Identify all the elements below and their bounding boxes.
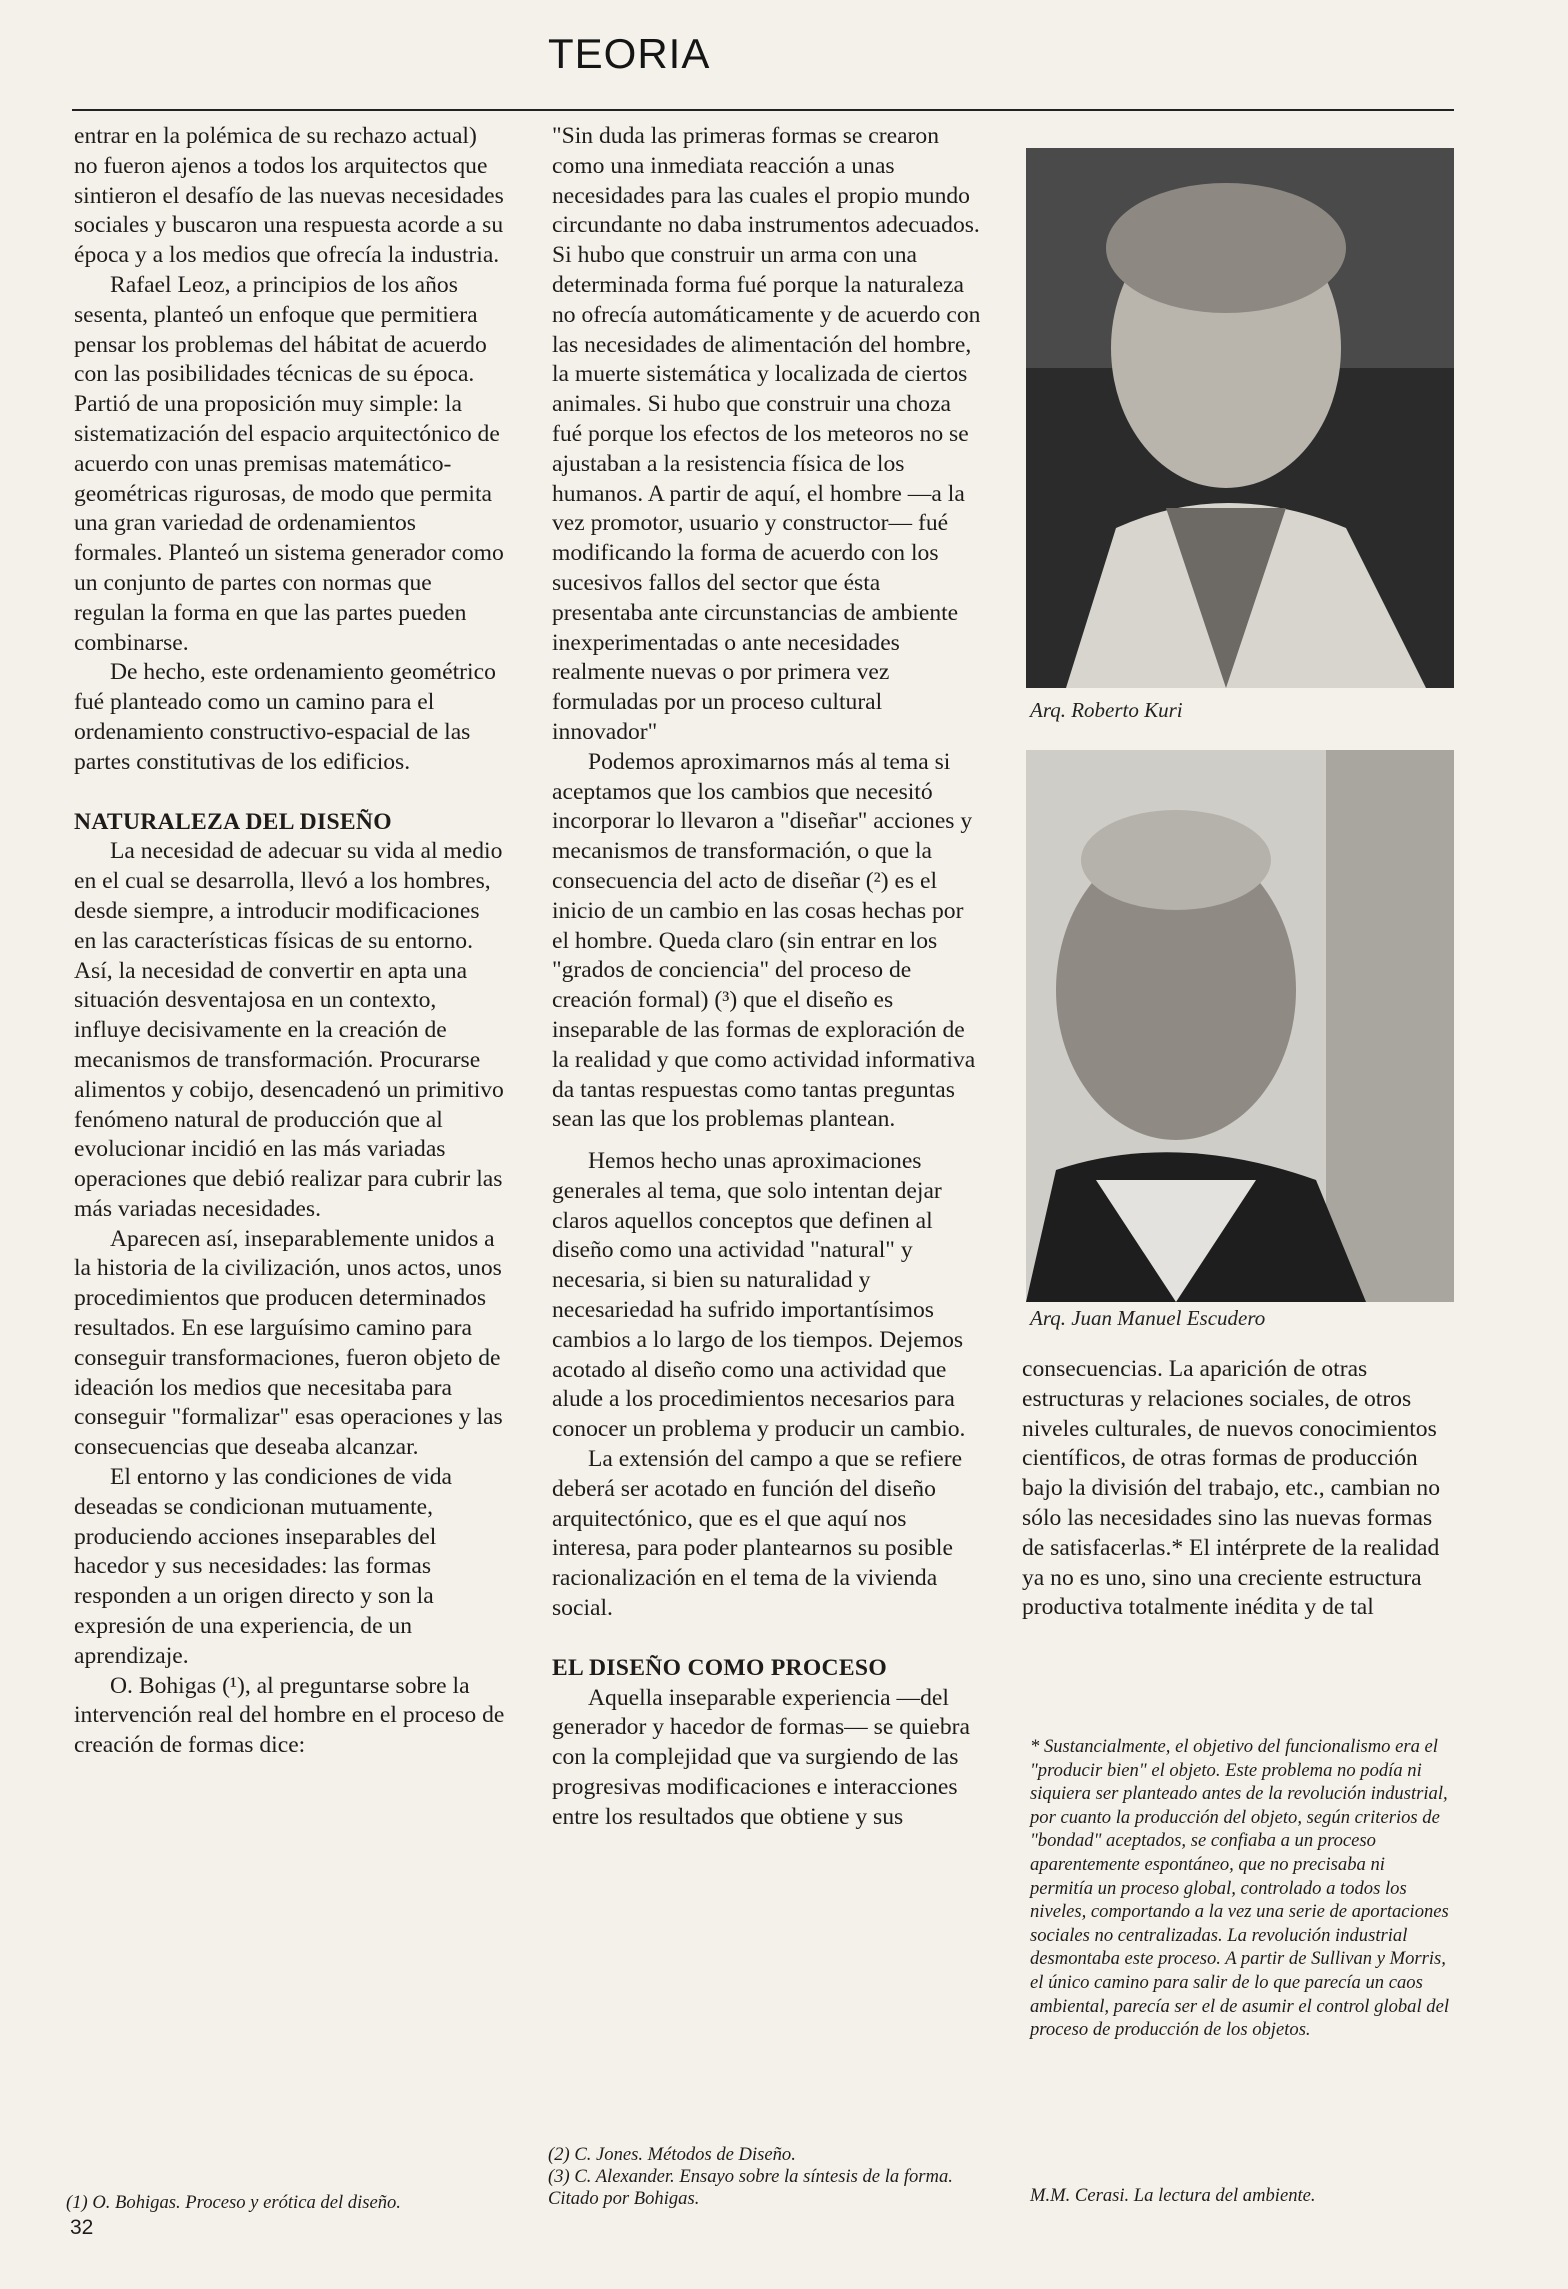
paragraph: entrar en la polémica de su rechazo actual) no fueron ajenos a todos los arquitectos que sintieron el desafío de las nuevas necesidades sociales y buscaron una respuesta acorde a su época y a los medios que ofrecía la industria. bbox=[74, 123, 504, 269]
portrait-image bbox=[1026, 750, 1454, 1302]
photo-caption: Arq. Juan Manuel Escudero bbox=[1030, 1306, 1266, 1330]
quote-paragraph: "Sin duda las primeras formas se crearon como una inmediata reacción a unas necesidades para las cuales el propio mundo circundante no daba instrumentos adecuados. Si hubo que construir un arma con una determinada forma fué porque la naturaleza no ofrecía automáticamente y de acuerdo con las necesidades de alimentación del hombre, la muerte sistemática y localizada de ciertos animales. Si hubo que construir una choza fué porque los efectos de los meteoros no se ajustaban a la resistencia física de los humanos. A partir de aquí, el hombre —a la vez promotor, usuario y constructor— fué modificando la forma de acuerdo con los sucesivos fallos del sector que ésta presentaba ante circunstancias de ambiente inexperimentadas o ante necesidades realmente nuevas o por primera vez formuladas por un proceso cultural innovador" bbox=[552, 123, 981, 745]
portrait-image bbox=[1026, 148, 1454, 688]
footnote: (2) C. Jones. Métodos de Diseño. bbox=[548, 2144, 796, 2165]
paragraph: Hemos hecho unas aproximaciones generales al tema, que solo intentan dejar claros aquellos conceptos que definen al diseño como una actividad "natural" y necesaria, si bien su naturalidad y necesariedad ha sufrido importantísimos cambios a lo largo de los tiempos. Dejemos acotado al diseño como una actividad que alude a los procedimientos necesarios para conocer un problema y producir un cambio. bbox=[552, 1148, 966, 1443]
paragraph: consecuencias. La aparición de otras estructuras y relaciones sociales, de otros niveles culturales, de nuevos conocimientos científicos, de otras formas de producción bajo la división del trabajo, etc., cambian no sólo las necesidades sino las nuevas formas de satisfacerlas.* El intérprete de la realidad ya no es uno, sino una creciente estructura productiva totalmente inédita y de tal bbox=[1022, 1356, 1441, 1621]
sidenote-citation: M.M. Cerasi. La lectura del ambiente. bbox=[1030, 2185, 1316, 2206]
paragraph: Rafael Leoz, a principios de los años sesenta, planteó un enfoque que permitiera pensar los problemas del hábitat de acuerdo con las posibilidades técnicas de su época. Partió de una proposición muy simple: la sistematización del espacio arquitectónico de acuerdo con unas premisas matemático-geométricas rigurosas, de modo que permita una gran variedad de ordenamientos formales. Planteó un sistema generador como un conjunto de partes con normas que regulan la forma en que las partes pueden combinarse. bbox=[74, 271, 504, 656]
portrait-photo bbox=[1026, 750, 1454, 1302]
section-heading: EL DISEÑO COMO PROCESO bbox=[552, 1654, 887, 1681]
column-2 bbox=[552, 122, 982, 1833]
sidenote: * Sustancialmente, el objetivo del funcionalismo era el "producir bien" el objeto. Este problema no podía ni siquiera ser planteado antes de la revolución industrial, por cuanto la producción del objeto, según criterios de "bondad" aceptados, se confiaba a un proceso aparentemente espontáneo, que no precisaba ni permitía un proceso global, controlado a todos los niveles, comportando a la vez una serie de aportaciones sociales no centralizadas. La revolución industrial desmontaba este proceso. A partir de Sullivan y Morris, el único camino para salir de lo que parecía un caos ambiental, parecía ser el de asumir el control global del proceso de producción de los objetos. bbox=[1030, 1736, 1449, 2041]
section-heading: NATURALEZA DEL DISEÑO bbox=[74, 808, 392, 835]
column-3 bbox=[1022, 1355, 1452, 1623]
page-number: 32 bbox=[70, 2216, 94, 2239]
paragraph: O. Bohigas (¹), al preguntarse sobre la intervención real del hombre en el proceso de creación de formas dice: bbox=[74, 1672, 505, 1759]
paragraph: La extensión del campo a que se refiere deberá ser acotado en función del diseño arquitectónico, que es el que aquí nos interesa, para poder plantearnos su posible racionalización en el tema de la vivienda social. bbox=[552, 1446, 963, 1622]
section-label: TEORIA bbox=[548, 30, 711, 77]
footnote: (3) C. Alexander. Ensayo sobre la síntesis de la forma. Citado por Bohigas. bbox=[548, 2166, 953, 2209]
paragraph: Aparecen así, inseparablemente unidos a la historia de la civilización, unos actos, unos procedimientos que producen determinados resultados. En ese larguísimo camino para conseguir transformaciones, fueron objeto de ideación los medios que necesitaba para conseguir "formalizar" esas operaciones y las consecuencias que deseaba alcanzar. bbox=[74, 1225, 503, 1461]
paragraph: La necesidad de adecuar su vida al medio en el cual se desarrolla, llevó a los hombres, desde siempre, a introducir modificaciones en las características físicas de su entorno. Así, la necesidad de convertir en apta una situación desventajosa en un contexto, influye decisivamente en la creación de mecanismos de transformación. Procurarse alimentos y cobijo, desencadenó un primitivo fenómeno natural de producción que al evolucionar incidió en las más variadas operaciones que debió realizar para cubrir las más variadas necesidades. bbox=[74, 838, 504, 1222]
photo-caption: Arq. Roberto Kuri bbox=[1030, 698, 1183, 722]
footnote: (1) O. Bohigas. Proceso y erótica del diseño. bbox=[66, 2192, 401, 2213]
column-1 bbox=[74, 122, 506, 1761]
header-rule bbox=[72, 109, 1454, 111]
paragraph: Podemos aproximarnos más al tema si aceptamos que los cambios que necesitó incorporar lo llevaron a "diseñar" acciones y mecanismos de transformación, o que la consecuencia del acto de diseñar (²) es el inicio de un cambio en las cosas hechas por el hombre. Queda claro (sin entrar en los "grados de conciencia" del proceso de creación formal) (³) que el diseño es inseparable de las formas de exploración de la realidad y que como actividad informativa da tantas respuestas como tantas preguntas sean las que los problemas plantean. bbox=[552, 748, 976, 1133]
portrait-photo bbox=[1026, 148, 1454, 688]
paragraph: Aquella inseparable experiencia —del generador y hacedor de formas— se quiebra con la complejidad que va surgiendo de las progresivas modificaciones e interacciones entre los resultados que obtiene y sus bbox=[552, 1684, 970, 1830]
paragraph: De hecho, este ordenamiento geométrico fué planteado como un camino para el ordenamiento constructivo-espacial de las partes constitutivas de los edificios. bbox=[74, 659, 496, 775]
paragraph: El entorno y las condiciones de vida deseadas se condicionan mutuamente, produciendo acciones inseparables del hacedor y sus necesidades: las formas responden a un origen directo y son la expresión de una experiencia, de un aprendizaje. bbox=[74, 1464, 453, 1669]
